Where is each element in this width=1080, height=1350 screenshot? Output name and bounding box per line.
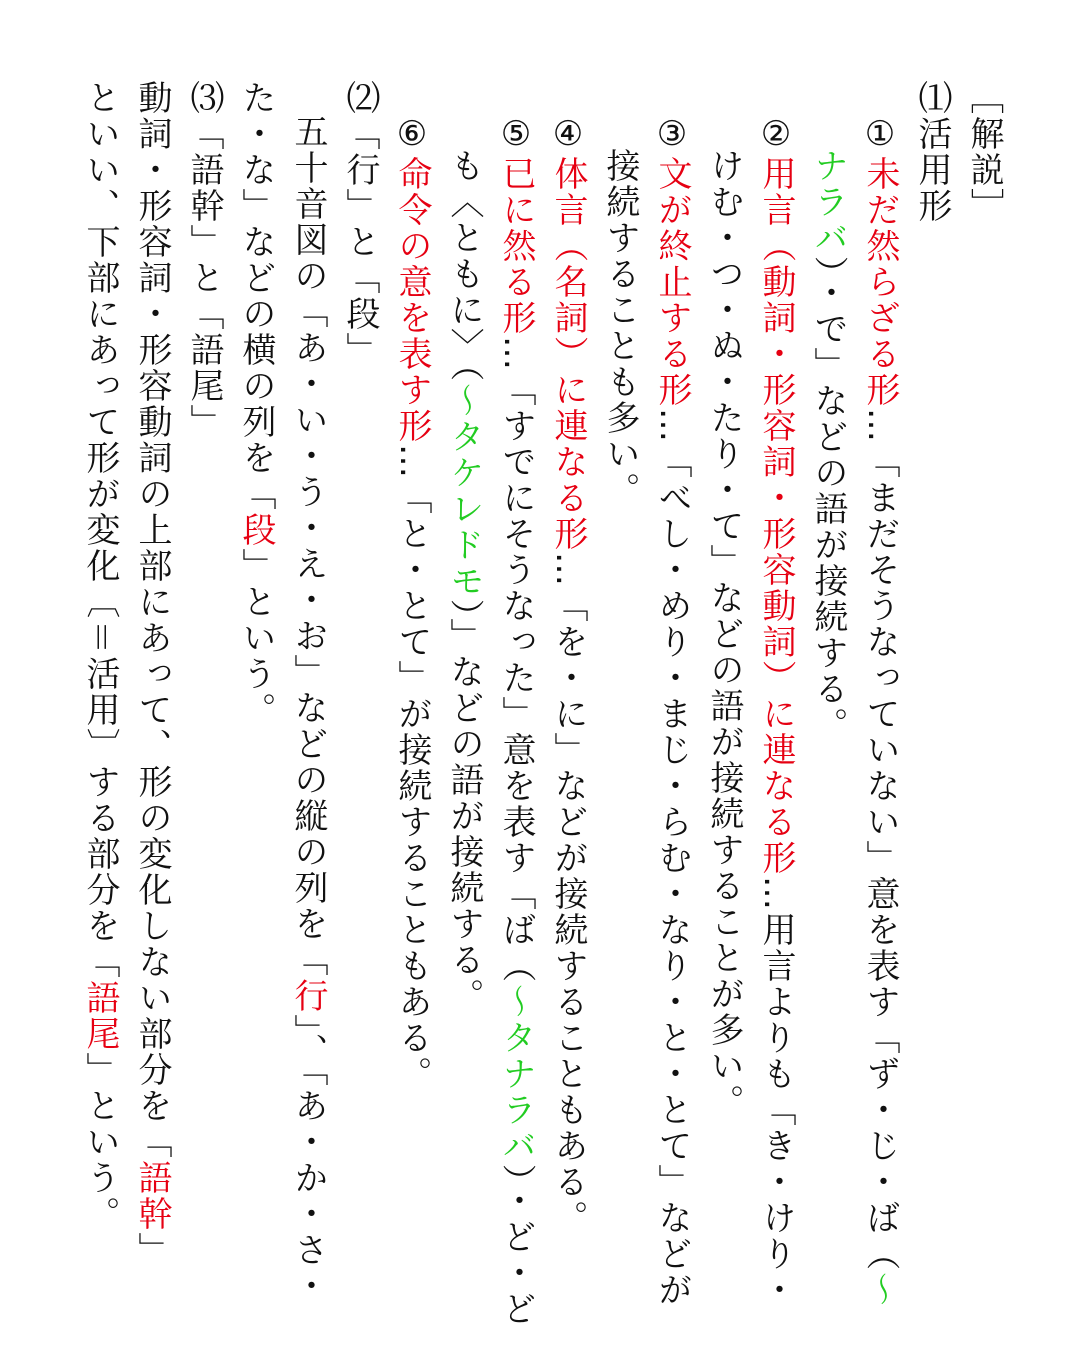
item-5-line: ⑤已に然る形…「すでにそうなった」意を表す「ば（〜タナラバ）・ど・ど xyxy=(496,114,536,1327)
section2-line-1: 五十音図の「あ・い・う・え・お」などの縦の列を「行」、「あ・か・さ・ xyxy=(288,114,328,1304)
item-2-term: 用言（動詞・形容詞・形容動詞）に連なる形 xyxy=(756,156,796,876)
item-1-line: ①未だ然らざる形…「まだそうなっていない」意を表す「ず・じ・ば（〜 xyxy=(860,114,900,1308)
item-1-term: 未だ然らざる形 xyxy=(860,156,900,408)
item-3-term: 文が終止する形 xyxy=(652,156,692,408)
section2-heading: ⑵「行」と「段」 xyxy=(340,80,380,368)
item-5-term: 已に然る形 xyxy=(496,156,536,336)
section1-heading xyxy=(906,80,958,1320)
item-1-cont: ナラバ）・で」などの語が接続する。 xyxy=(808,148,848,743)
item-4-term: 体言（名詞）に連なる形 xyxy=(548,156,588,552)
item-6-term: 命令の意を表す形 xyxy=(392,156,432,444)
item-6-line: ⑥命令の意を表す形…「と・とて」が接続することもある。 xyxy=(392,114,432,1092)
item-5-cont: も〈ともに〉（〜タケレドモ）」などの語が接続する。 xyxy=(444,148,484,1014)
section1-number: ⑴ xyxy=(912,80,952,116)
item-3-line: ③文が終止する形…「べし・めり・まじ・らむ・なり・と・とて」などが xyxy=(652,114,692,1308)
section1-title: 活用形 xyxy=(912,116,952,224)
explanation-text xyxy=(74,80,1010,1327)
section3-line-2: といい、下部にあって形が変化〔＝活用〕する部分を「語尾」という。 xyxy=(80,80,120,1232)
section3-heading: ⑶「語幹」と「語尾」 xyxy=(184,80,224,440)
item-3-cont: 接続することも多い。 xyxy=(600,148,640,508)
item-2-cont: けむ・つ・ぬ・たり・て」などの語が接続することが多い。 xyxy=(704,148,744,1120)
section3-line-1: 動詞・形容詞・形容動詞の上部にあって、形の変化しない部分を「語幹」 xyxy=(132,80,172,1268)
header-label: ［解説］ xyxy=(964,80,1004,224)
section2-line-2: た・な」などの横の列を「段」という。 xyxy=(236,80,276,728)
item-4-line: ④体言（名詞）に連なる形…「を・に」などが接続することもある。 xyxy=(548,114,588,1236)
item-2-line: ②用言（動詞・形容詞・形容動詞）に連なる形…用言よりも「き・けり・ xyxy=(756,114,796,1308)
